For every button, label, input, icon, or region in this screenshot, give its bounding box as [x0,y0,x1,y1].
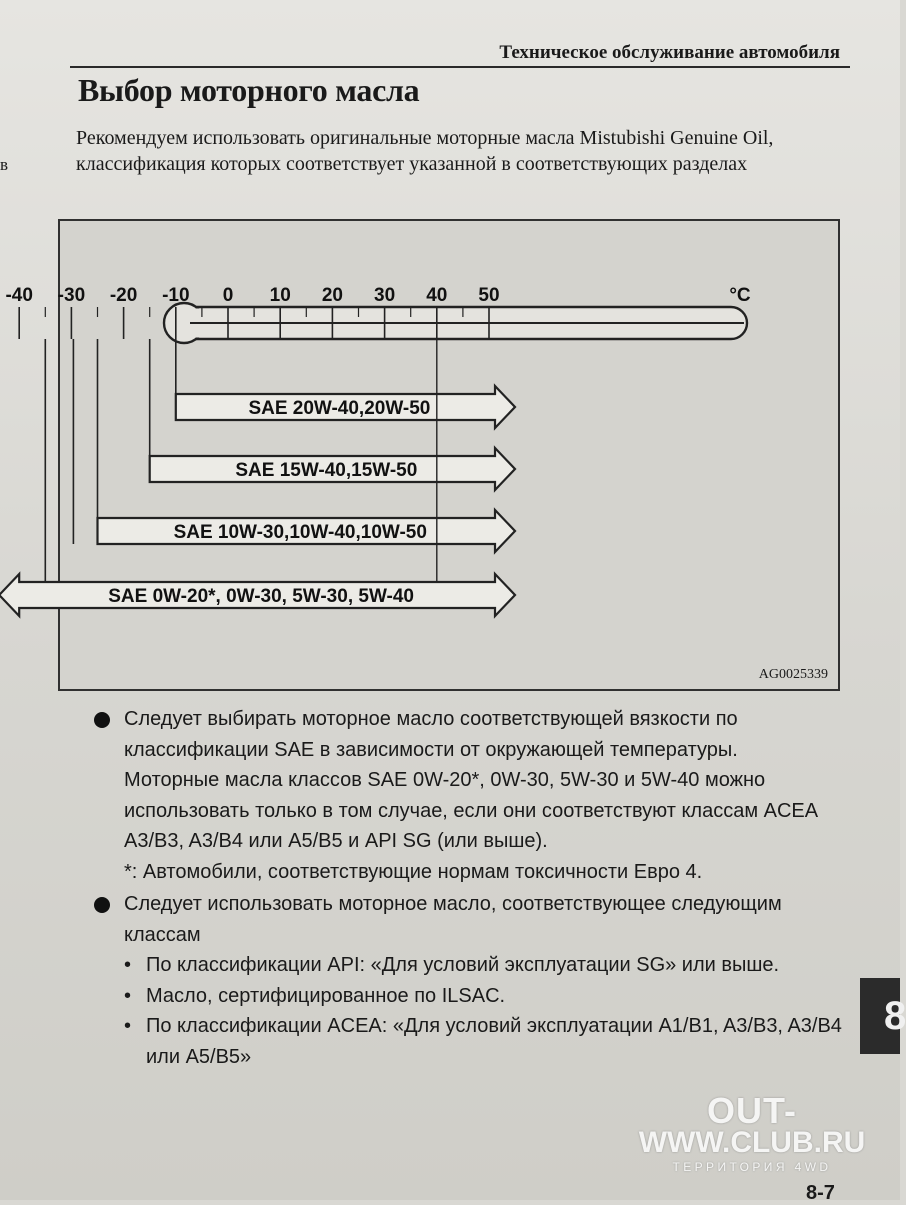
bullet-dot-icon [94,712,110,728]
grade-label: SAE 20W-40,20W-50 [248,398,431,419]
running-header: Техническое обслуживание автомобиля [499,42,840,63]
bullet-paragraph: Следует использовать моторное масло, соответствующее следующим классам [124,893,782,946]
scale-label: 10 [269,285,291,306]
figure-code: AG0025339 [758,667,828,682]
page-number: 8-7 [806,1182,835,1204]
watermark-top: OUT- [707,1090,797,1131]
sub-list-item: • По классификации ACEA: «Для условий эксплуатации A1/B1, A3/B3, A3/B4 или A5/B5» [124,1011,854,1072]
bullet-item [94,889,854,1072]
header-rule [70,66,850,68]
bullet-paragraph: Следует выбирать моторное масло соответствующей вязкости по классификации SAE в зависимости от окружающей температуры. [124,708,738,761]
watermark-middle: WWW.CLUB.RU [638,1126,866,1159]
sub-list-item: • Масло, сертифицированное по ILSAC. [124,981,854,1012]
bullet-dot-icon [94,897,110,913]
viscosity-temperature-chart [5,221,838,689]
scale-label: 0 [222,285,234,306]
scale-label: -40 [5,285,33,306]
sub-list-item: • По классификации API: «Для условий эксплуатации SG» или выше. [124,950,854,981]
sub-list [124,950,854,1072]
page-title: Выбор моторного масла [78,72,420,108]
watermark-bottom: ТЕРРИТОРИЯ 4WD [672,1160,832,1174]
scale-label: -30 [57,285,86,306]
scale-label: 20 [321,285,343,306]
scale-label: 30 [374,285,396,306]
bullet-item [94,704,854,887]
watermark [612,1090,892,1174]
scale-label: 40 [426,285,448,306]
scale-label: -20 [109,285,138,306]
section-tab: 8 [860,978,900,1054]
scale-label: 50 [478,285,500,306]
margin-fragment: в [0,155,9,174]
grade-label: SAE 0W-20*, 0W-30, 5W-30, 5W-40 [108,586,414,607]
notes-list [94,704,854,1072]
viscosity-temperature-figure [5,219,840,691]
bullet-paragraph: *: Автомобили, соответствующие нормам токсичности Евро 4. [124,860,703,883]
temperature-unit: °C [729,285,751,306]
grade-label: SAE 10W-30,10W-40,10W-50 [173,522,427,543]
intro-paragraph: Рекомендуем использовать оригинальные моторные масла Mistubishi Genuine Oil, классификация которых соответствует указанной в соответствующих разделах [76,127,774,175]
grade-label: SAE 15W-40,15W-50 [235,460,418,481]
bullet-paragraph: Моторные масла классов SAE 0W-20*, 0W-30, 5W-30 и 5W-40 можно использовать только в том случае, если они соответствуют классам ACEA A3/B3, A3/B4 или A5/B5 и API SG (или выше). [124,769,818,852]
scale-label: -10 [162,285,190,306]
